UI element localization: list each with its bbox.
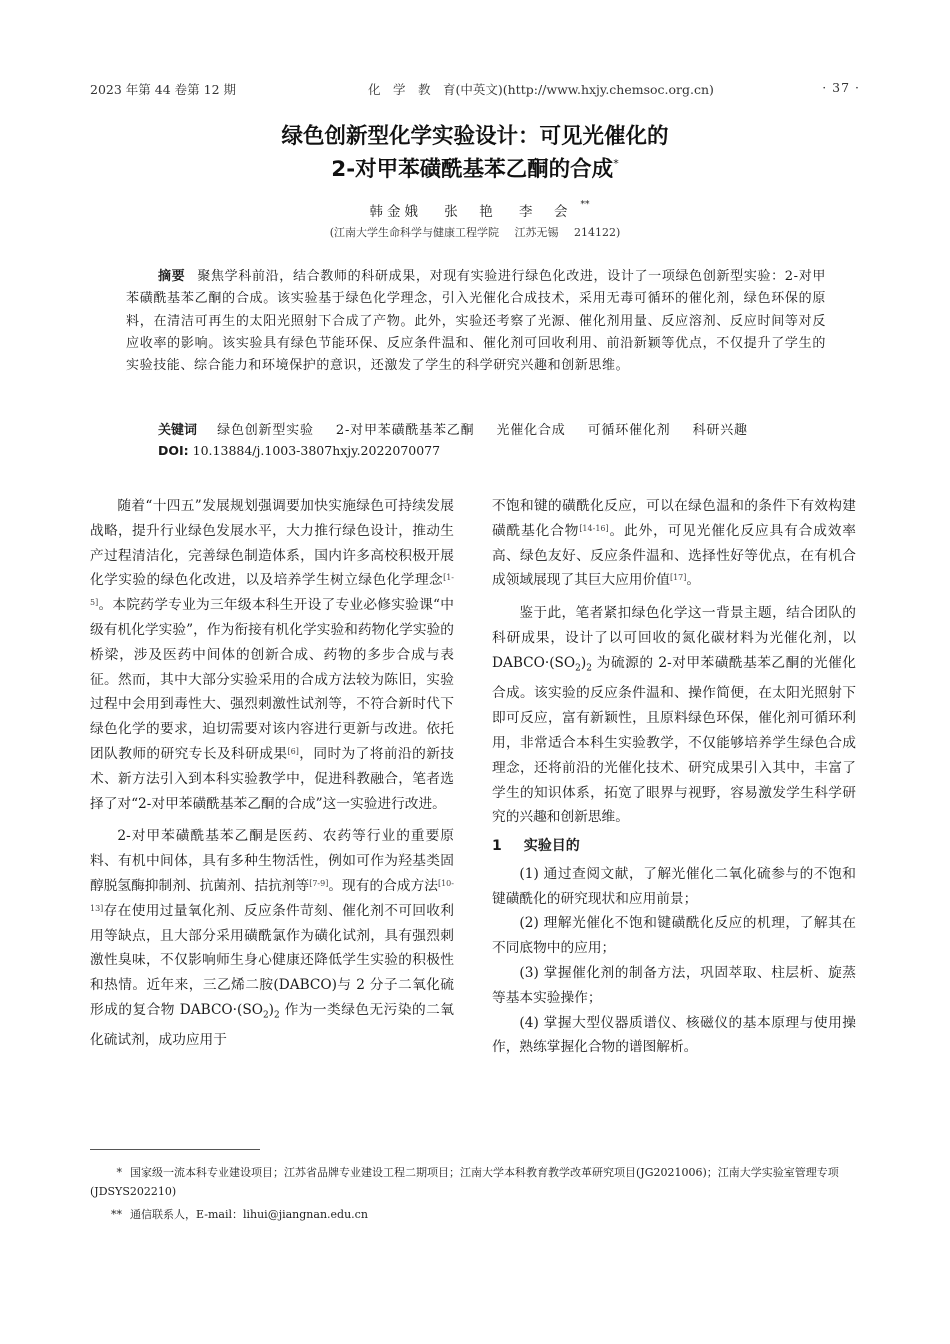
footnote-mark: *	[116, 1166, 122, 1179]
body-paragraph	[90, 824, 454, 1053]
paragraph-text: 不饱和键的磺酰化反应，可以在绿色温和的条件下有效构建磺酰基化合物	[492, 498, 856, 539]
running-header	[90, 80, 860, 100]
citation-ref[interactable]: [7-9]	[309, 878, 329, 888]
keyword: 可循环催化剂	[587, 423, 671, 438]
paragraph-text: 2-对甲苯磺酰基苯乙酮是医药、农药等行业的重要原料、有机中间体，具有多种生物活性，例如可作为羟基类固醇脱氢酶抑制剂、抗菌剂、拮抗剂等	[90, 828, 454, 894]
paragraph-text: 作为一类绿色无污染的二氧化硫试剂，成功应用于	[90, 1001, 454, 1049]
body-column-left	[90, 494, 454, 1053]
section-heading	[492, 834, 856, 859]
abstract	[126, 266, 826, 377]
title-footnote-mark: *	[613, 157, 619, 170]
paragraph-text: 存在使用过量氧化剂、反应条件苛刻、催化剂不可回收利用等缺点，且大部分采用磺酰氯作为磺化试剂，具有强烈刺激性臭味，不仅影响师生身心健康还降低学生实验的积极性和热情。近年来，三乙烯二胺(DABCO)与 2 分子二氧化硫形成的复合物 DABCO·(SO	[90, 902, 454, 1018]
affiliation	[90, 224, 860, 240]
keyword: 2-对甲苯磺酰基苯乙酮	[335, 423, 475, 438]
author-name: 张 艳	[444, 204, 497, 220]
keywords	[158, 419, 828, 438]
subscript: 2	[262, 1010, 269, 1021]
paragraph-text: 为硫源的 2-对甲苯磺酰基苯乙酮的光催化合成。该实验的反应条件温和、操作简便，在太阳光照射下即可反应，富有新颖性，且原料绿色环保，催化剂可循环利用，非常适合本科生实验教学，不仅能够培养学生绿色合成理念，还将前沿的光催化技术、研究成果引入其中，丰富了学生的知识体系，拓宽了眼界与视野，容易激发学生科学研究的兴趣和创新思维。	[492, 654, 856, 826]
aim-item: (4) 掌握大型仪器质谱仪、核磁仪的基本原理与使用操作，熟练掌握化合物的谱图解析。	[492, 1014, 856, 1056]
paragraph-text: )	[268, 1001, 275, 1018]
citation-ref[interactable]: [17]	[669, 573, 687, 583]
author-name: 李 会	[519, 204, 572, 220]
title-line-2-text: 2-对甲苯磺酰基苯乙酮的合成	[331, 157, 614, 182]
title-line-2	[90, 153, 860, 186]
citation-ref[interactable]: [14-16]	[579, 523, 609, 533]
aim-item: (2) 理解光催化不饱和键磺酰化反应的机理，了解其在不同底物中的应用；	[492, 915, 856, 957]
issue-info: 2023 年第 44 卷第 12 期	[90, 82, 236, 97]
footnote-contact	[90, 1205, 860, 1224]
keyword: 科研兴趣	[692, 423, 748, 438]
doi-link[interactable]: 10.13884/j.1003-3807hxjy.2022070077	[192, 443, 441, 458]
journal-name: 化 学 教 育(中英文)(http://www.hxjy.chemsoc.org.cn)	[368, 82, 714, 97]
page-number: · 37 ·	[822, 80, 860, 95]
citation-ref[interactable]: [1-5]	[90, 573, 454, 608]
citation-ref[interactable]: [10-13]	[90, 878, 454, 913]
paragraph-text: 随着“十四五”发展规划强调要加快实施绿色可持续发展战略，提升行业绿色发展水平，大力推行绿色设计，推动生产过程清洁化，完善绿色制造体系，国内许多高校积极开展化学实验的绿色化改进，以及培养学生树立绿色化学理念	[90, 498, 454, 589]
paragraph-text: 。本院药学专业为三年级本科生开设了专业必修实验课“中级有机化学实验”，作为衔接有机化学实验和药物化学实验的桥梁，涉及医药中间体的创新合成、药物的多步合成与表征。然而，其中大部分实验采用的合成方法较为陈旧，实验过程中会用到毒性大、强烈刺激性试剂等，不符合新时代下绿色化学的要求，迫切需要对该内容进行更新与改进。依托团队教师的研究专长及科研成果	[90, 597, 454, 762]
affiliation-postcode: 214122)	[574, 226, 621, 239]
footnote-divider	[90, 1149, 260, 1150]
keywords-label: 关键词	[158, 423, 198, 438]
body-paragraph	[492, 601, 856, 830]
subscript: 2	[586, 663, 592, 674]
title-line-1: 绿色创新型化学实验设计：可见光催化的	[281, 124, 669, 149]
subscript: 2	[575, 663, 581, 674]
footnote-text: 通信联系人，E-mail：lihui@jiangnan.edu.cn	[130, 1208, 368, 1221]
author-list	[90, 200, 860, 220]
affiliation-institution: (江南大学生命科学与健康工程学院	[329, 226, 499, 239]
keyword: 光催化合成	[496, 423, 566, 438]
paragraph-text: 鉴于此，笔者紧扣绿色化学这一背景主题，结合团队的科研成果，设计了以可回收的氮化碳材料为光催化剂，以 DABCO·(SO	[492, 605, 856, 671]
abstract-label: 摘要	[158, 269, 186, 284]
paragraph-text: 。此外，可见光催化反应具有合成效率高、绿色友好、反应条件温和、选择性好等优点，在有机合成领域展现了其巨大应用价值	[492, 522, 856, 589]
paragraph-text: 。现有的合成方法	[328, 877, 438, 894]
affiliation-city: 江苏无锡	[514, 226, 559, 239]
footnote-mark: **	[111, 1208, 122, 1221]
body-column-right	[492, 494, 856, 1060]
body-paragraph	[90, 494, 454, 816]
keyword: 绿色创新型实验	[217, 423, 314, 438]
section-title: 实验目的	[523, 838, 580, 855]
doi	[158, 443, 440, 458]
aim-item: (1) 通过查阅文献，了解光催化二氧化硫参与的不饱和键磺酰化的研究现状和应用前景；	[492, 865, 856, 907]
corresponding-author-mark: **	[580, 199, 590, 210]
doi-label: DOI:	[158, 443, 189, 458]
footnote-text: 国家级一流本科专业建设项目；江苏省品牌专业建设工程二期项目；江南大学本科教育教学改革研究项目(JG2021006)；江南大学实验室管理专项(JDSYS202210)	[90, 1166, 839, 1198]
section-number: 1	[492, 838, 502, 855]
paper-title	[90, 120, 860, 186]
author-name: 韩金娥	[369, 204, 422, 220]
subscript: 2	[274, 1010, 280, 1021]
aim-item: (3) 掌握催化剂的制备方法，巩固萃取、柱层析、旋蒸等基本实验操作；	[492, 965, 856, 1006]
body-paragraph	[492, 494, 856, 593]
paragraph-text: 。	[686, 572, 701, 589]
paragraph-text: )	[580, 654, 587, 671]
paragraph-text: ，同时为了将前沿的新技术、新方法引入到本科实验教学中，促进科教融合，笔者选择了对“2-对甲苯磺酰基苯乙酮的合成”这一实验进行改进。	[90, 745, 454, 812]
abstract-text: 聚焦学科前沿，结合教师的科研成果，对现有实验进行绿色化改进，设计了一项绿色创新型实验：2-对甲苯磺酰基苯乙酮的合成。该实验基于绿色化学理念，引入光催化合成技术，采用无毒可循环的催化剂，绿色环保的原料，在清洁可再生的太阳光照射下合成了产物。此外，实验还考察了光源、催化剂用量、反应溶剂、反应时间等对反应收率的影响。该实验具有绿色节能环保、反应条件温和、催化剂可回收利用、前沿新颖等优点，不仅提升了学生的实验技能、综合能力和环境保护的意识，还激发了学生的科学研究兴趣和创新思维。	[126, 269, 826, 374]
citation-ref[interactable]: [6]	[287, 746, 299, 756]
footnote-funding	[90, 1163, 860, 1201]
